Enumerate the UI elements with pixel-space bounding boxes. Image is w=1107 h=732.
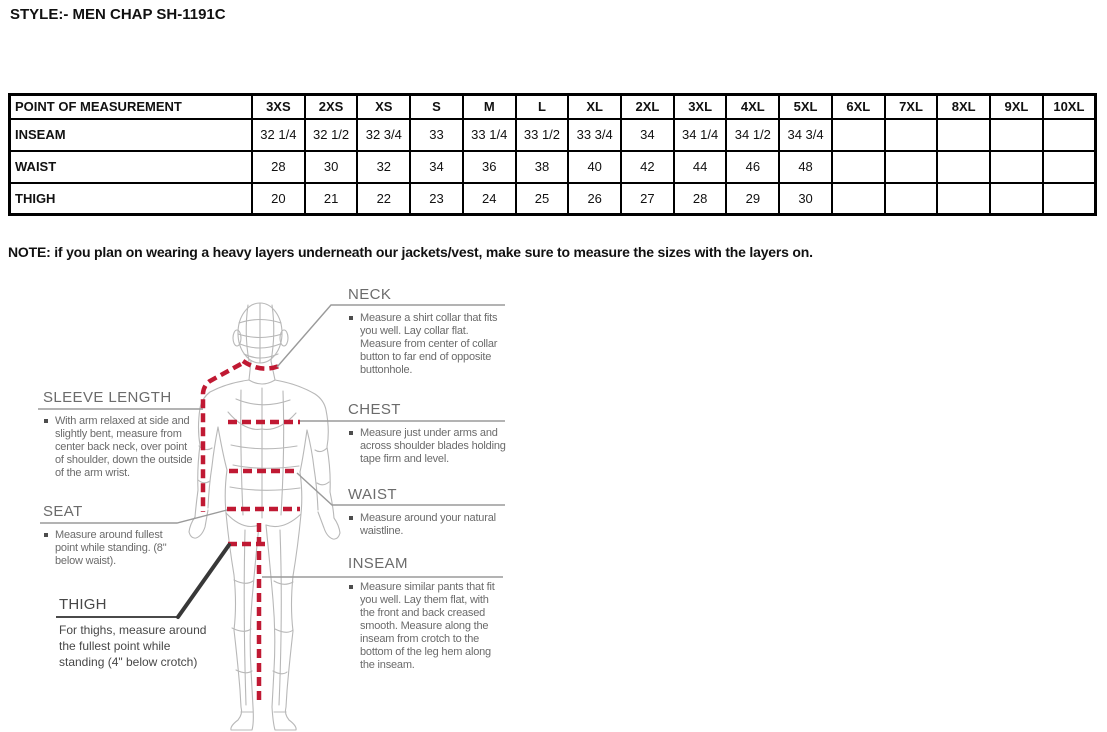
chest-description: Measure just under arms and across shoulder blades holding tape firm and level.	[360, 427, 506, 465]
size-cell: 30	[305, 151, 358, 183]
size-cell	[1043, 151, 1096, 183]
size-cell: 32 3/4	[357, 119, 410, 151]
size-column-header: XS	[357, 95, 410, 119]
callout-seat	[43, 503, 188, 568]
size-column-header: 2XS	[305, 95, 358, 119]
size-cell: 22	[357, 183, 410, 215]
size-cell: 33 3/4	[568, 119, 621, 151]
neck-label: NECK	[348, 286, 392, 303]
thigh-description: For thighs, measure around the fullest point while standing (4" below crotch)	[59, 623, 207, 669]
size-column-header: 6XL	[832, 95, 885, 119]
size-column-header: 7XL	[885, 95, 938, 119]
row-label: THIGH	[10, 183, 253, 215]
size-cell: 32 1/2	[305, 119, 358, 151]
size-cell: 30	[779, 183, 832, 215]
wireframe-body	[189, 303, 340, 730]
callout-neck	[348, 286, 506, 377]
size-cell	[990, 151, 1043, 183]
size-cell: 21	[305, 183, 358, 215]
size-cell: 48	[779, 151, 832, 183]
size-column-header: S	[410, 95, 463, 119]
size-cell: 40	[568, 151, 621, 183]
size-cell	[1043, 183, 1096, 215]
size-cell: 33	[410, 119, 463, 151]
size-column-header: 2XL	[621, 95, 674, 119]
note-text: NOTE: if you plan on wearing a heavy layers underneath our jackets/vest, make sure to measure the sizes with the layers on.	[8, 244, 813, 260]
size-cell: 44	[674, 151, 727, 183]
size-chart-row	[10, 183, 1096, 215]
size-cell: 36	[463, 151, 516, 183]
size-chart-row	[10, 119, 1096, 151]
size-cell: 29	[726, 183, 779, 215]
size-cell: 34	[410, 151, 463, 183]
size-column-header: 3XS	[252, 95, 305, 119]
size-column-header: 10XL	[1043, 95, 1096, 119]
size-cell: 34 1/2	[726, 119, 779, 151]
size-column-header: L	[516, 95, 569, 119]
size-cell: 33 1/2	[516, 119, 569, 151]
size-cell: 33 1/4	[463, 119, 516, 151]
size-cell: 42	[621, 151, 674, 183]
size-cell	[937, 183, 990, 215]
size-cell	[832, 151, 885, 183]
neck-description: Measure a shirt collar that fits you well. Lay collar flat. Measure from center of collar button to far end of opposite buttonhole.	[360, 312, 498, 376]
sleeve-length-label: SLEEVE LENGTH	[43, 389, 172, 406]
size-cell: 24	[463, 183, 516, 215]
seat-label: SEAT	[43, 503, 83, 520]
bullet-icon	[44, 419, 48, 423]
bullet-icon	[349, 516, 353, 520]
size-cell: 26	[568, 183, 621, 215]
size-cell: 34 3/4	[779, 119, 832, 151]
size-column-header: M	[463, 95, 516, 119]
size-cell	[832, 119, 885, 151]
inseam-description: Measure similar pants that fit you well. Lay them flat, with the front and back creased smooth. Measure along the inseam from crotch to the bottom of the leg hem along the inseam.	[360, 581, 495, 671]
size-chart-row	[10, 151, 1096, 183]
size-cell: 32 1/4	[252, 119, 305, 151]
callout-thigh	[59, 596, 211, 670]
point-of-measurement-header: POINT OF MEASUREMENT	[10, 95, 253, 119]
size-cell	[990, 183, 1043, 215]
callout-chest	[348, 401, 506, 466]
size-cell	[937, 151, 990, 183]
bullet-icon	[349, 431, 353, 435]
callout-sleeve-length	[43, 389, 198, 480]
size-cell: 46	[726, 151, 779, 183]
size-column-header: 9XL	[990, 95, 1043, 119]
size-cell	[885, 119, 938, 151]
size-cell: 38	[516, 151, 569, 183]
measurement-dash-lines	[203, 361, 300, 700]
size-cell: 25	[516, 183, 569, 215]
sleeve-length-description: With arm relaxed at side and slightly bent, measure from center back neck, over point of shoulder, down the outside of the arm wrist.	[55, 415, 193, 479]
neck-measure-line	[243, 361, 279, 369]
size-cell	[937, 119, 990, 151]
size-column-header: 5XL	[779, 95, 832, 119]
size-cell	[1043, 119, 1096, 151]
callout-inseam	[348, 555, 506, 672]
size-column-header: 8XL	[937, 95, 990, 119]
size-cell: 34	[621, 119, 674, 151]
seat-description: Measure around fullest point while standing. (8" below waist).	[55, 529, 167, 567]
waist-description: Measure around your natural waistline.	[360, 512, 496, 537]
size-column-header: XL	[568, 95, 621, 119]
callout-waist	[348, 486, 496, 538]
inseam-label: INSEAM	[348, 555, 408, 572]
size-chart-header-row	[10, 95, 1096, 119]
size-cell: 32	[357, 151, 410, 183]
bullet-icon	[44, 533, 48, 537]
size-column-header: 3XL	[674, 95, 727, 119]
row-label: INSEAM	[10, 119, 253, 151]
bullet-icon	[349, 316, 353, 320]
size-cell: 23	[410, 183, 463, 215]
size-cell	[885, 151, 938, 183]
size-cell	[885, 183, 938, 215]
thigh-label: THIGH	[59, 596, 107, 613]
chest-label: CHEST	[348, 401, 401, 418]
size-cell: 28	[252, 151, 305, 183]
size-column-header: 4XL	[726, 95, 779, 119]
size-cell	[990, 119, 1043, 151]
page-title: STYLE:- MEN CHAP SH-1191C	[10, 6, 226, 23]
size-cell: 28	[674, 183, 727, 215]
waist-label: WAIST	[348, 486, 397, 503]
size-cell: 34 1/4	[674, 119, 727, 151]
size-chart-table	[8, 93, 1097, 216]
row-label: WAIST	[10, 151, 253, 183]
size-cell	[832, 183, 885, 215]
bullet-icon	[349, 585, 353, 589]
size-cell: 27	[621, 183, 674, 215]
size-cell: 20	[252, 183, 305, 215]
